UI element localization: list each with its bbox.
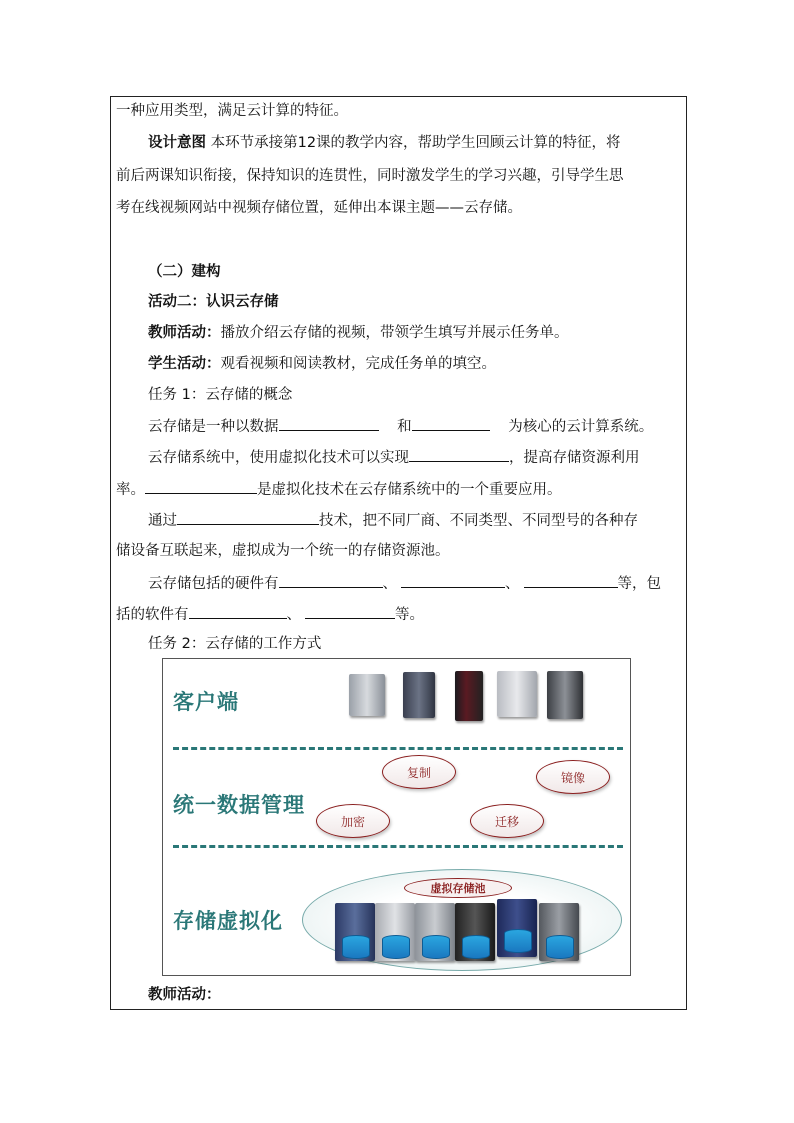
blank-field <box>409 447 509 462</box>
blank-text: 括的软件有 <box>116 607 189 623</box>
cloud-storage-diagram <box>162 658 631 976</box>
text-line: 前后两课知识衔接，保持知识的连贯性，同时激发学生的学习兴趣，引导学生思 <box>116 168 624 184</box>
teacher-activity-label: 教师活动： <box>148 325 221 341</box>
blank-text: 通过 <box>148 513 177 529</box>
fill-blank-line <box>148 416 653 437</box>
teacher-activity-label: 教师活动： <box>148 987 221 1003</box>
blank-field <box>401 573 505 588</box>
blank-field <box>279 416 379 431</box>
disk-icon <box>504 929 532 953</box>
student-activity-label: 学生活动： <box>148 356 221 372</box>
blank-text: 为核心的云计算系统。 <box>508 419 654 435</box>
disk-icon <box>422 935 450 959</box>
migrate-oval: 迁移 <box>470 804 544 838</box>
server-icon <box>349 674 385 716</box>
server-icon <box>547 671 583 719</box>
blank-text: 、 <box>286 607 301 623</box>
blank-text: 和 <box>397 419 412 435</box>
text-line: 一种应用类型，满足云计算的特征。 <box>116 103 348 119</box>
task-heading: 任务 1：云存储的概念 <box>148 387 293 403</box>
design-intent-line <box>148 133 621 153</box>
copy-oval: 复制 <box>382 755 456 789</box>
blank-text: 云存储系统中，使用虚拟化技术可以实现 <box>148 450 409 466</box>
encrypt-oval: 加密 <box>316 804 390 838</box>
student-activity-line <box>148 354 496 374</box>
virtualization-label: 存储虚拟化 <box>173 908 283 933</box>
blank-text: 云存储是一种以数据 <box>148 419 279 435</box>
blank-text: 技术，把不同厂商、不同类型、不同型号的各种存 <box>319 513 638 529</box>
blank-text: 等。 <box>395 607 424 623</box>
text-line: 考在线视频网站中视频存储位置，延伸出本课主题——云存储。 <box>116 200 522 216</box>
text-line: 储设备互联起来，虚拟成为一个统一的存储资源池。 <box>116 543 450 559</box>
design-intent-label: 设计意图 <box>148 135 206 151</box>
dashed-divider <box>173 747 623 750</box>
blank-field <box>145 479 257 494</box>
blank-text: 等，包 <box>617 576 661 592</box>
blank-field <box>305 604 395 619</box>
server-icon <box>455 671 483 721</box>
dashed-divider <box>173 845 623 848</box>
student-activity-text: 观看视频和阅读教材，完成任务单的填空。 <box>220 356 496 372</box>
blank-text: 是虚拟化技术在云存储系统中的一个重要应用。 <box>257 482 562 498</box>
task-heading: 任务 2：云存储的工作方式 <box>148 636 322 652</box>
fill-blank-line <box>116 604 424 625</box>
fill-blank-line <box>148 573 661 594</box>
teacher-activity-text: 播放介绍云存储的视频，带领学生填写并展示任务单。 <box>220 325 569 341</box>
design-intent-text: 本环节承接第12课的教学内容，帮助学生回顾云计算的特征，将 <box>210 135 621 151</box>
blank-field <box>524 573 618 588</box>
disk-icon <box>462 935 490 959</box>
activity-heading: 活动二：认识云存储 <box>148 294 279 310</box>
fill-blank-line <box>116 479 562 500</box>
server-icon <box>497 671 537 717</box>
section-heading: （二）建构 <box>148 264 221 280</box>
fill-blank-line <box>148 510 638 531</box>
blank-field <box>177 510 319 525</box>
blank-text: 、 <box>382 576 397 592</box>
client-label: 客户端 <box>173 689 239 714</box>
blank-text: 云存储包括的硬件有 <box>148 576 279 592</box>
blank-field <box>412 416 490 431</box>
blank-field <box>189 604 287 619</box>
fill-blank-line <box>148 447 640 468</box>
disk-icon <box>382 935 410 959</box>
disk-icon <box>546 935 574 959</box>
blank-text: 率。 <box>116 482 145 498</box>
blank-text: 、 <box>505 576 520 592</box>
data-management-label: 统一数据管理 <box>173 792 305 817</box>
teacher-activity-line <box>148 323 569 343</box>
blank-field <box>279 573 383 588</box>
server-icon <box>403 672 435 718</box>
blank-text: ，提高存储资源利用 <box>509 450 640 466</box>
virtual-storage-pool-label: 虚拟存储池 <box>404 878 512 898</box>
disk-icon <box>342 935 370 959</box>
mirror-oval: 镜像 <box>536 760 610 794</box>
